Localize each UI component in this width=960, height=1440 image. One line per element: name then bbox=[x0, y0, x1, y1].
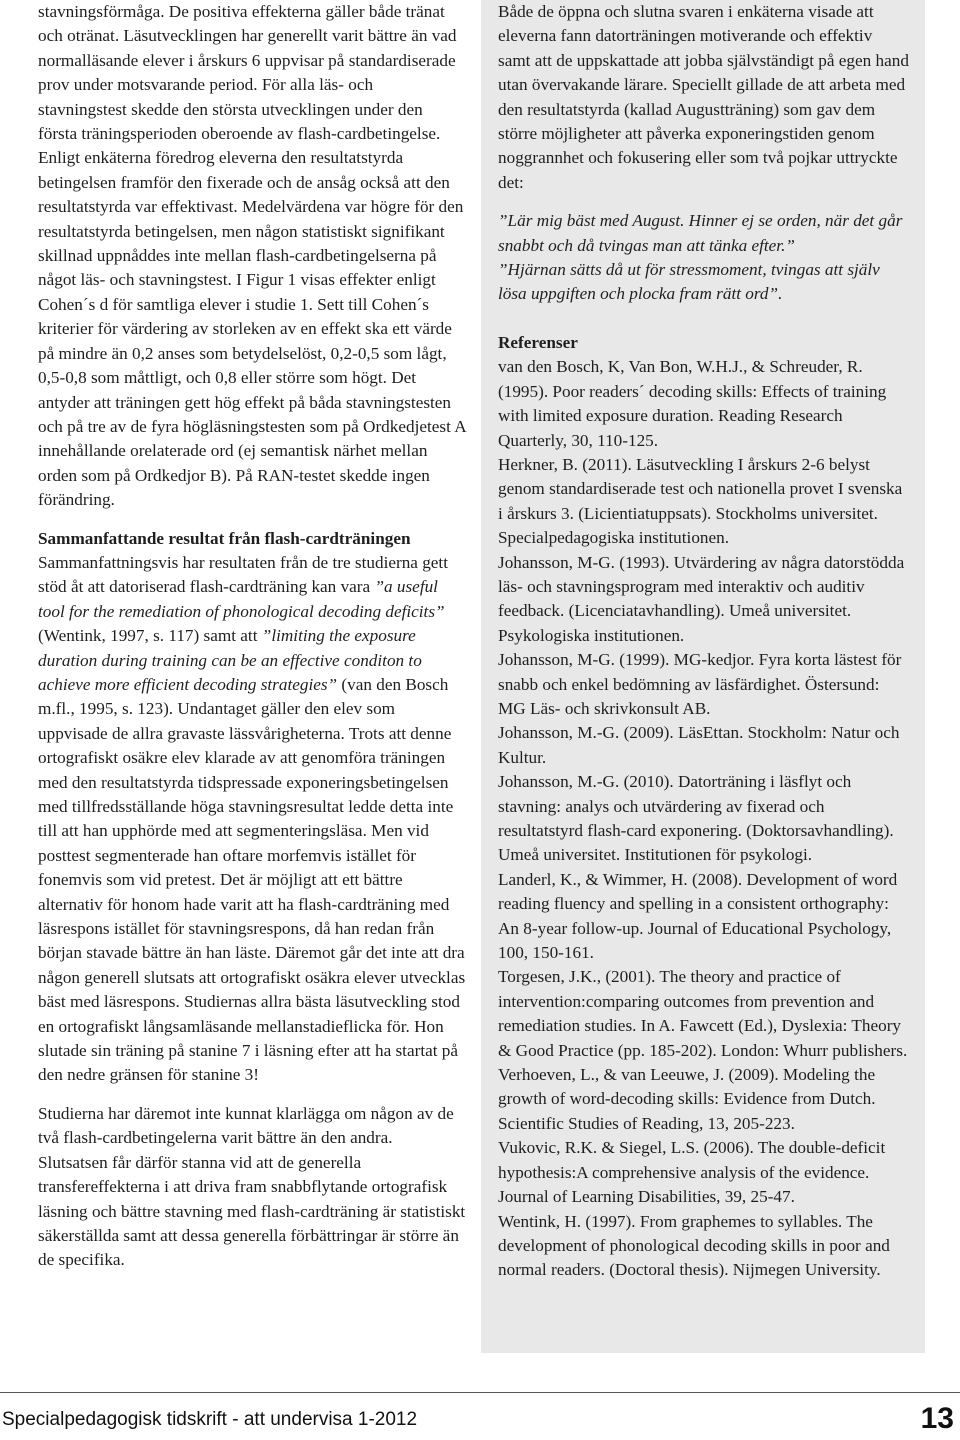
reference-item: Johansson, M-G. (1999). MG-kedjor. Fyra korta lästest för snabb och enkel bedömning av läsfärdighet. Östersund: MG Läs- och skrivkonsult AB. bbox=[498, 650, 902, 718]
body-paragraph: Studierna har däremot inte kunnat klarlägga om någon av de två flash-cardbetingelerna varit bättre än den andra. Slutsatsen får därför stanna vid att de generella transfereffekterna i att driva fram snabbflytande ortografisk läsning och bättre stavning med flash-cardträning är statistiskt säkerställda samt att dessa generella förbättringar är större än de specifika. bbox=[38, 1103, 466, 1270]
reference-item: Wentink, H. (1997). From graphemes to syllables. The development of phonological decoding skills in poor and normal readers. (Doctoral thesis). Nijmegen University. bbox=[498, 1211, 890, 1280]
panel-intro: Både de öppna och slutna svaren i enkäterna visade att eleverna fann datorträningen motiverande och effektiv samt att de uppskattade att jobba självständigt på egen hand utan övervakande lärare. Speciellt gillade de att arbeta med den resultatstyrda (kallad Augustträning) som gav dem större möjligheter att påverka exponeringstiden genom noggrannhet och fokusering eller som två pojkar uttryckte det: bbox=[498, 2, 909, 192]
student-quotes bbox=[498, 209, 909, 307]
quotation: ”limiting the exposure duration during training can be an effective conditon to achieve more efficient decoding strategies” bbox=[38, 626, 422, 694]
reference-item: Landerl, K., & Wimmer, H. (2008). Development of word reading fluency and spelling in a consistent orthography: An 8-year follow-up. Journal of Educational Psychology, 100, 150-161. bbox=[498, 869, 898, 963]
quotation: ”a useful tool for the remediation of phonological decoding deficits” bbox=[38, 577, 445, 621]
reference-item: Vukovic, R.K. & Siegel, L.S. (2006). The double-deficit hypothesis:A comprehensive analysis of the evidence. Journal of Learning Disabilities, 39, 25-47. bbox=[498, 1138, 886, 1207]
reference-list bbox=[498, 355, 909, 1282]
body-paragraph bbox=[38, 551, 466, 1088]
reference-item: Johansson, M.-G. (2010). Datorträning i läsflyt och stavning: analys och utvärdering av fixerad och resultatstyrd flash-card exponering. (Doktorsavhandling). Umeå universitet. Institutionen för psykologi. bbox=[498, 772, 894, 865]
reference-item: Johansson, M.-G. (2009). LäsEttan. Stockholm: Natur och Kultur. bbox=[498, 723, 900, 767]
references-heading: Referenser bbox=[498, 332, 578, 352]
reference-item: Johansson, M-G. (1993). Utvärdering av några datorstödda läs- och stavningsprogram med interaktiv och auditiv feedback. (Licenciatavhandling). Umeå universitet. Psykologiska institutionen. bbox=[498, 552, 905, 645]
footer-divider bbox=[0, 1392, 960, 1393]
section-heading: Sammanfattande resultat från flash-cardträningen bbox=[38, 528, 411, 548]
paragraph-text: (van den Bosch m.fl., 1995, s. 123). Undantaget gäller den elev som uppvisade de allra gravaste lässvårigheterna. Trots att denne ortografiskt osäkre elev klarade av att genomföra träningen med den resultatstyrda tidspressade exponeringsbetingelsen med tillfredsställande höga stavningsresultat ledde detta inte till att han upphörde med att segmenteringsläsa. Men vid posttest segmenterade han oftare morfemvis istället för fonemvis som vid pretest. Det är möjligt att ett bättre alternativ för honom hade varit att ha flash-cardträning med läsrespons istället för stavningsrespons, då han redan från början stavade bättre än han läste. Däremot går det inte att dra någon generell slutsats att ortografiskt osäkra elever utvecklas bäst med läsrespons. Studiernas allra bästa läsutveckling stod en ortografiskt långsamläsande mellanstadieflicka för. Hon slutade sin träning på stanine 7 i läsning efter att ha startat på den nedre gränsen för stanine 3! bbox=[38, 674, 466, 1085]
student-quote: ”Hjärnan sätts då ut för stressmoment, tvingas att själv lösa uppgiften och plocka fram rätt ord”. bbox=[498, 260, 880, 304]
sidebar-panel bbox=[481, 0, 925, 1353]
journal-title: Specialpedagogisk tidskrift - att undervisa 1-2012 bbox=[2, 1409, 418, 1430]
reference-item: Herkner, B. (2011). Läsutveckling I årskurs 2-6 belyst genom standardiserade test och nationella provet I svenska i årskurs 3. (Licientiatuppsats). Stockholms universitet. Specialpedagogiska institutionen. bbox=[498, 454, 903, 548]
page-number: 13 bbox=[920, 1402, 954, 1435]
student-quote: ”Lär mig bäst med August. Hinner ej se orden, när det går snabbt och då tvingas man att tänka efter.” bbox=[498, 211, 903, 255]
left-column bbox=[38, 0, 466, 1273]
reference-item: Torgesen, J.K., (2001). The theory and practice of intervention:comparing outcomes from prevention and remediation studies. In A. Fawcett (Ed.), Dyslexia: Theory & Good Practice (pp. 185-202). London: Whurr publishers. bbox=[498, 967, 908, 1060]
body-paragraph: stavningsförmåga. De positiva effekterna gäller både tränat och otränat. Läsutvecklingen har generellt varit bättre än vad normalläsande elever i årskurs 6 uppvisar på standardiserade prov under motsvarande period. För alla läs- och stavningstest skedde den största utvecklingen under den första träningsperioden oberoende av flash-cardbetingelse. Enligt enkäterna föredrog eleverna den resultatstyrda betingelsen framför den fixerade och de ansåg också att den resultatstyrda var effektivast. Medelvärdena var högre för den resultatstyrda betingelsen, men någon statistiskt signifikant skillnad uppnåddes inte mellan flash-cardbetingelserna på något läs- och stavningstest. I Figur 1 visas effekter enligt Cohen´s d för samtliga elever i studie 1. Sett till Cohen´s kriterier för värdering av storleken av en effekt ska ett värde på mindre än 0,2 anses som betydelselöst, 0,2-0,5 som lågt, 0,5-0,8 som måttligt, och 0,8 eller större som högt. Det antyder att träningen gett hög effekt på båda stavningstesten och på tre av de fyra högläsningstesten som på Ordkedjetest A innehållande orelaterade ord (ej semantisk närhet mellan orden som på Ordkedjor B). På RAN-testet skedde ingen förändring. bbox=[38, 2, 466, 510]
reference-item: van den Bosch, K, Van Bon, W.H.J., & Schreuder, R. (1995). Poor readers´ decoding skills: Effects of training with limited exposure duration. Reading Research Quarterly, 30, 110-125. bbox=[498, 357, 887, 450]
paragraph-text: Sammanfattningsvis har resultaten från de tre studierna gett stöd åt att datoriserad flash-cardträning kan vara bbox=[38, 552, 448, 597]
reference-item: Verhoeven, L., & van Leeuwe, J. (2009). Modeling the growth of word-decoding skills: Evidence from Dutch. Scientific Studies of Reading, 13, 205-223. bbox=[498, 1065, 876, 1133]
paragraph-text: (Wentink, 1997, s. 117) samt att bbox=[38, 626, 262, 646]
